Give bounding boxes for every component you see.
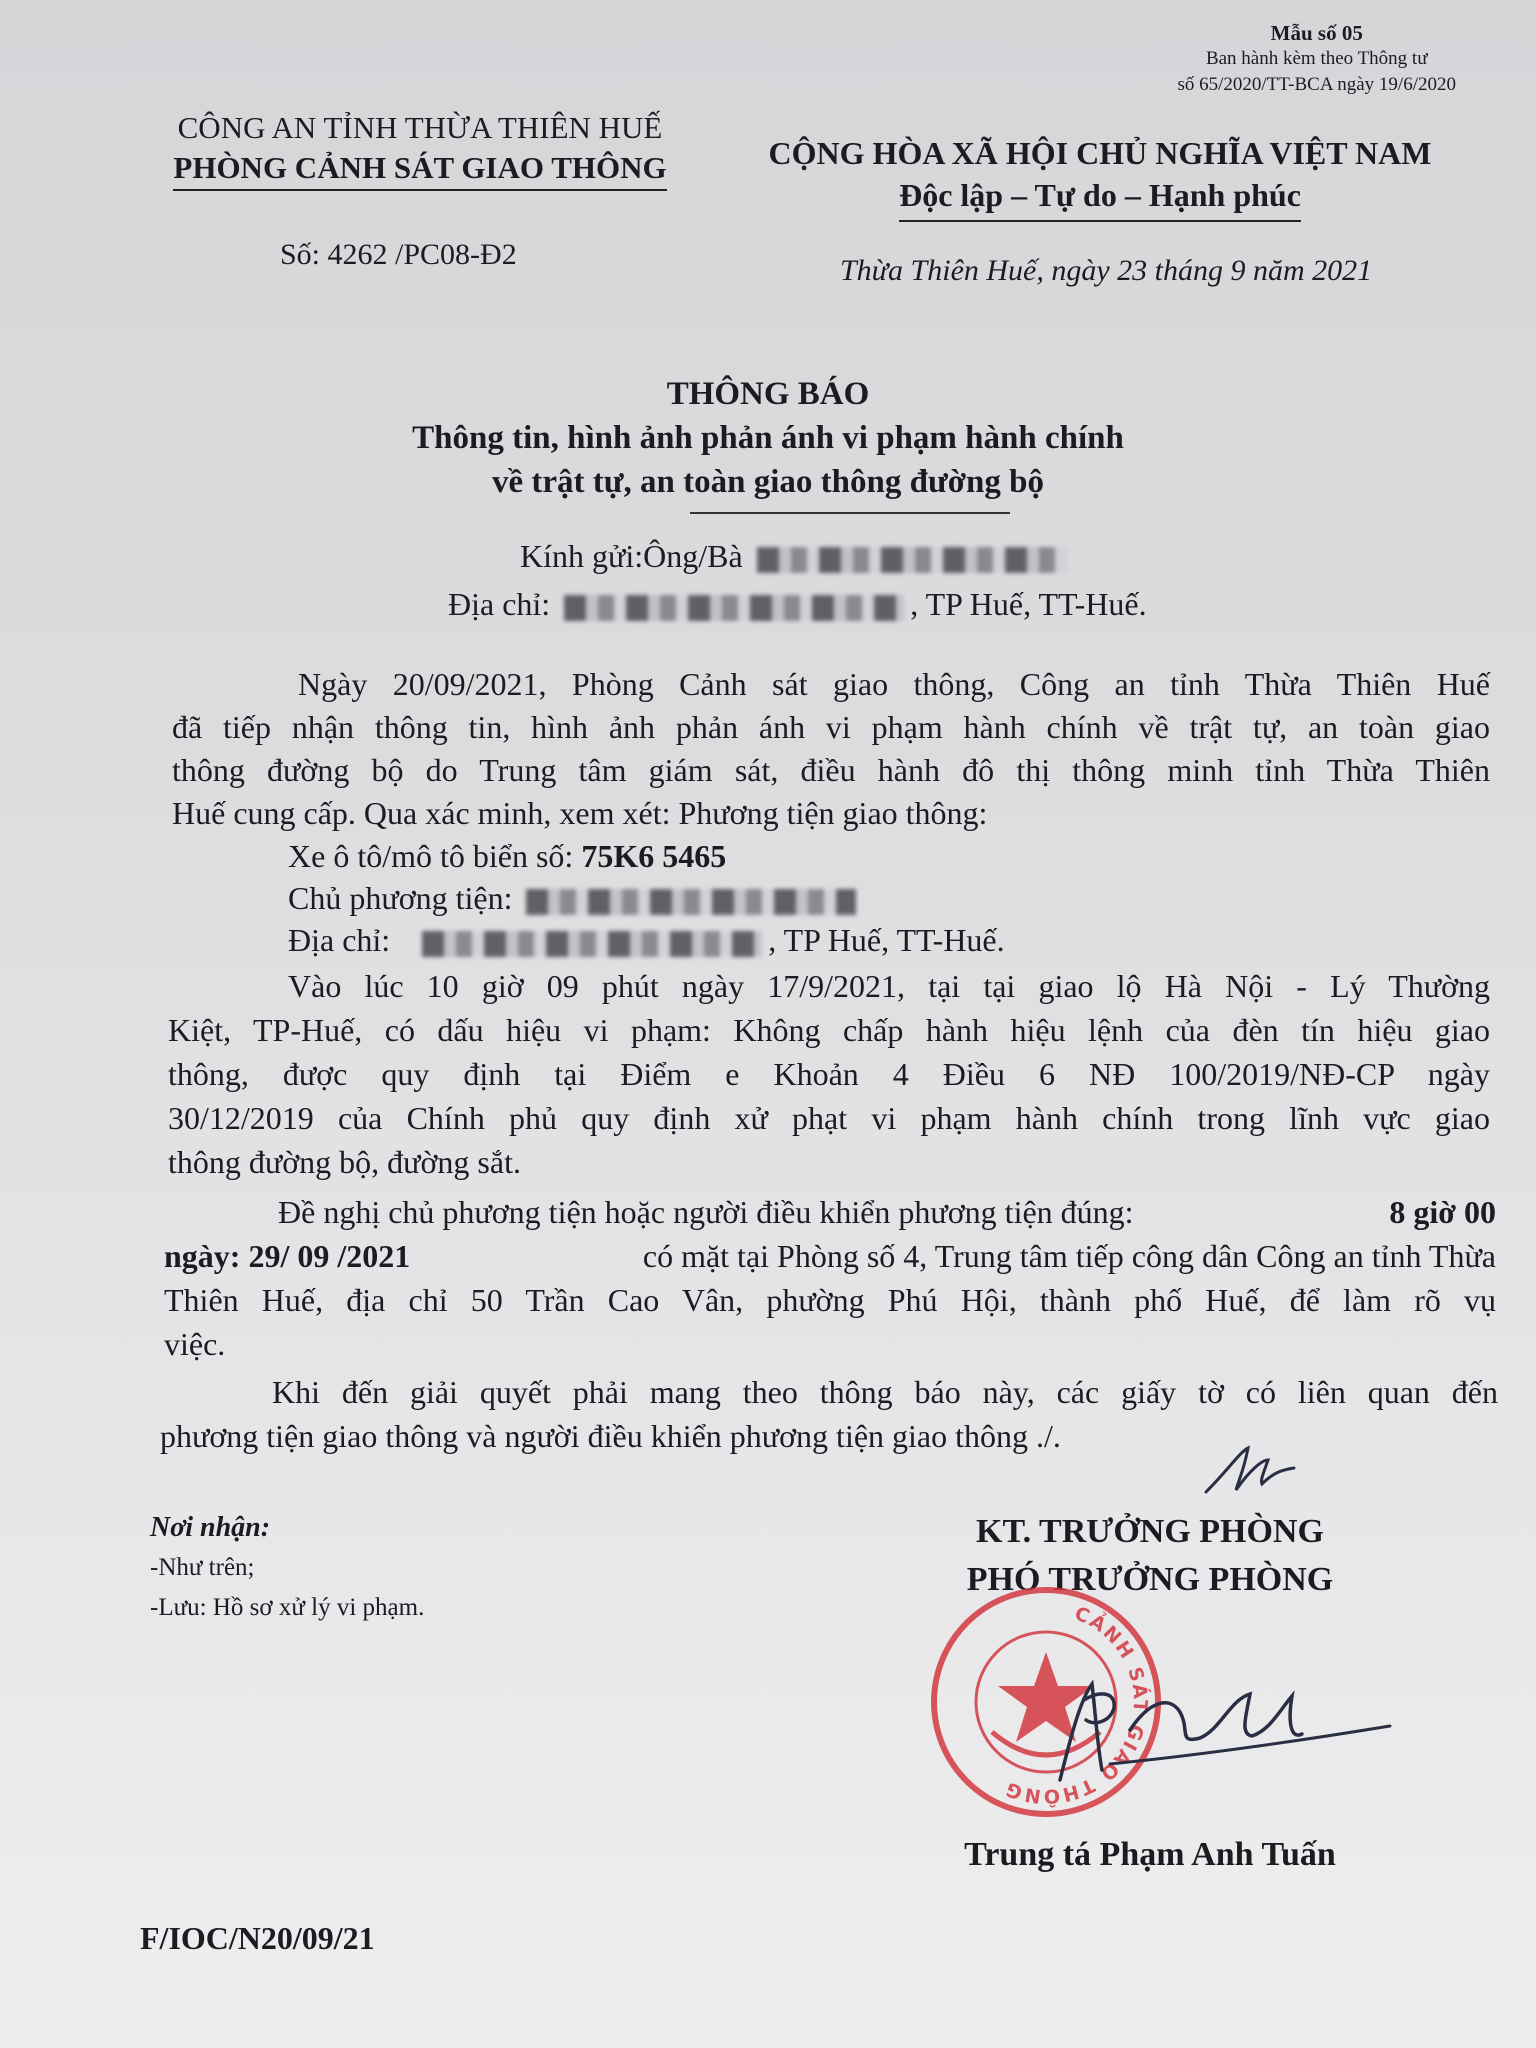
signer-name: Trung tá Phạm Anh Tuấn <box>964 1836 1336 1873</box>
plate-line <box>288 838 726 875</box>
state-name: CỘNG HÒA XÃ HỘI CHỦ NGHĨA VIỆT NAM <box>768 135 1432 171</box>
redacted-name <box>757 547 1067 573</box>
body-p3-line2-label: ngày: <box>164 1238 241 1274</box>
body-p2-line3: thông, được quy định tại Điểm e Khoản 4 Điều 6 NĐ 100/2019/NĐ-CP ngày <box>168 1056 1490 1092</box>
appointment-time: 8 giờ 00 <box>1389 1194 1496 1230</box>
body-p4-line2: phương tiện giao thông và người điều khiển phương tiện giao thông ./. <box>160 1418 1061 1454</box>
agency-unit: PHÒNG CẢNH SÁT GIAO THÔNG <box>173 148 666 191</box>
form-issued-with: Ban hành kèm theo Thông tư <box>1205 48 1428 69</box>
initial-mark <box>1198 1430 1318 1510</box>
plate-label: Xe ô tô/mô tô biển số: <box>288 838 574 874</box>
body-p3-line2-text: có mặt tại Phòng số 4, Trung tâm tiếp công dân Công an tỉnh Thừa <box>642 1238 1496 1274</box>
body-p3-line4: việc. <box>164 1326 226 1362</box>
stamp-text: CẢNH SÁT GIAO THÔNG <box>1001 1602 1152 1808</box>
recipients-item-2: -Lưu: Hồ sơ xử lý vi phạm. <box>150 1594 425 1621</box>
state-motto: Độc lập – Tự do – Hạnh phúc <box>899 174 1301 222</box>
redacted-owner-address <box>422 931 762 957</box>
recipients-heading: Nơi nhận: <box>150 1512 271 1543</box>
form-circular: số 65/2020/TT-BCA ngày 19/6/2020 <box>1177 74 1456 95</box>
body-p3-line1 <box>278 1194 1496 1231</box>
owner-address-line <box>288 922 1005 959</box>
document-title: THÔNG BÁO <box>666 376 870 412</box>
recipient-greeting-line <box>520 538 1073 575</box>
agency-parent: CÔNG AN TỈNH THỪA THIÊN HUẾ <box>177 110 663 145</box>
document-code: F/IOC/N20/09/21 <box>140 1920 375 1956</box>
document-date: Thừa Thiên Huế, ngày 23 tháng 9 năm 2021 <box>840 254 1373 287</box>
document-subtitle-1: Thông tin, hình ảnh phản ánh vi phạm hành chính <box>412 420 1124 456</box>
document-title-block <box>0 372 1536 504</box>
agency-header <box>140 108 700 191</box>
owner-address-tail: , TP Huế, TT-Huế. <box>768 922 1005 958</box>
signature-line-2: PHÓ TRƯỞNG PHÒNG <box>966 1561 1334 1598</box>
document-subtitle-2: về trật tự, an toàn giao thông đường bộ <box>491 464 1044 500</box>
body-p1-line2: đã tiếp nhận thông tin, hình ảnh phản ánh vi phạm hành chính về trật tự, an toàn giao <box>172 709 1490 745</box>
recipient-greeting: Kính gửi:Ông/Bà <box>520 538 743 574</box>
body-p3-line3: Thiên Huế, địa chỉ 50 Trần Cao Vân, phường Phú Hội, thành phố Huế, để làm rõ vụ <box>164 1282 1496 1318</box>
document-number: Số: 4262 /PC08-Đ2 <box>280 238 517 271</box>
body-p1-line3: thông đường bộ do Trung tâm giám sát, điều hành đô thị thông minh tỉnh Thừa Thiên <box>172 752 1490 788</box>
redacted-owner <box>526 889 856 915</box>
owner-line <box>288 880 862 917</box>
plate-number: 75K6 5465 <box>581 838 727 874</box>
signature-line-1: KT. TRƯỞNG PHÒNG <box>976 1513 1324 1550</box>
owner-address-label: Địa chỉ: <box>288 922 391 958</box>
owner-label: Chủ phương tiện: <box>288 880 513 916</box>
body-p2-line4: 30/12/2019 của Chính phủ quy định xử phạt vi phạm hành chính trong lĩnh vực giao <box>168 1100 1490 1136</box>
appointment-date: 29/ 09 /2021 <box>248 1238 411 1274</box>
body-p3-line2 <box>164 1238 1496 1275</box>
body-p1-line1: Ngày 20/09/2021, Phòng Cảnh sát giao thông, Công an tỉnh Thừa Thiên Huế <box>298 666 1490 702</box>
recipient-address-line <box>448 586 1147 623</box>
state-header <box>740 132 1460 222</box>
body-p3-line1-text: Đề nghị chủ phương tiện hoặc người điều khiển phương tiện đúng: <box>278 1194 1134 1230</box>
recipients-item-1: -Như trên; <box>150 1554 255 1581</box>
form-reference <box>1177 20 1456 98</box>
body-p4-line1: Khi đến giải quyết phải mang theo thông báo này, các giấy tờ có liên quan đến <box>272 1374 1498 1410</box>
body-p2-line1: Vào lúc 10 giờ 09 phút ngày 17/9/2021, tại tại giao lộ Hà Nội - Lý Thường <box>288 968 1490 1004</box>
handwritten-signature <box>1040 1660 1400 1800</box>
body-p2-line2: Kiệt, TP-Huế, có dấu hiệu vi phạm: Không chấp hành hiệu lệnh của đèn tín hiệu giao <box>168 1012 1490 1048</box>
title-divider <box>690 512 1010 514</box>
recipient-address-tail: , TP Huế, TT-Huế. <box>910 586 1147 622</box>
form-number: Mẫu số 05 <box>1270 21 1363 45</box>
body-p1-line4: Huế cung cấp. Qua xác minh, xem xét: Phương tiện giao thông: <box>172 795 988 831</box>
redacted-address <box>564 595 904 621</box>
recipients-block <box>150 1508 424 1628</box>
body-p2-line5: thông đường bộ, đường sắt. <box>168 1144 521 1180</box>
recipient-address-label: Địa chỉ: <box>448 586 551 622</box>
